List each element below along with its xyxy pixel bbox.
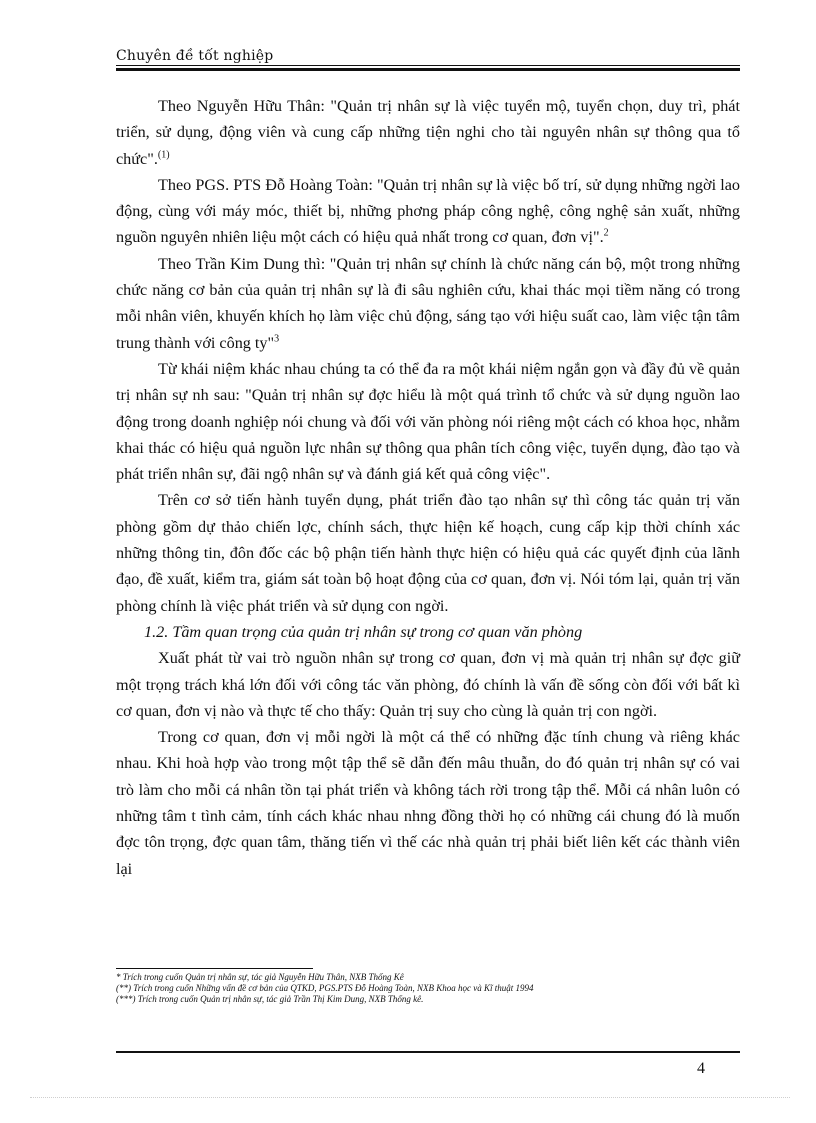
header-title: Chuyên đề tốt nghiệp: [116, 48, 274, 64]
footnote-ref-1: (1): [157, 149, 170, 161]
paragraph-4: Từ khái niệm khác nhau chúng ta có thể đa ra một khái niệm ngắn gọn và đầy đủ về quản trị nhân sự nh sau: "Quản trị nhân sự đợc hiểu là một quá trình tổ chức và sử dụng nguồn lao động trong doanh nghiệp nói chung và đối với văn phòng nói riêng một cách có khoa học, nhằm khai thác có hiệu quả nguồn lực nhân sự thông qua phân tích công việc, tuyển dụng, đào tạo và phát triển nhân sự, đãi ngộ nhân sự và đánh giá kết quả công việc".: [116, 359, 740, 484]
page-number: 4: [697, 1060, 705, 1077]
footer-rule: [116, 1051, 740, 1053]
body-content: [116, 93, 740, 882]
footnote-ref-3: 3: [274, 333, 280, 345]
header-rule-thin: [116, 65, 740, 66]
footnote-ref-2: 2: [603, 228, 609, 240]
page-bottom-dots: [30, 1097, 790, 1098]
footnote-3: (***) Trích trong cuốn Quản trị nhân sự, tác giả Trần Thị Kim Dung, NXB Thống kê.: [116, 994, 424, 1004]
paragraph-7: Trong cơ quan, đơn vị mỗi ngời là một cá thể có những đặc tính chung và riêng khác nhau. Khi hoà hợp vào trong một tập thể sẽ dẫn đến mâu thuẫn, do đó quản trị nhân sự có vai trò làm cho mỗi cá nhân tồn tại phát triển và không tách rời trong tập thể. Mỗi cá nhân luôn có những tâm t tình cảm, tính cách khác nhau nhng đồng thời họ có những cái chung đó là muốn đợc tôn trọng, đợc quan tâm, thăng tiến vì thế các nhà quản trị phải biết liên kết các thành viên lại: [116, 728, 740, 878]
paragraph-2: Theo PGS. PTS Đỗ Hoàng Toàn: "Quản trị nhân sự là việc bố trí, sử dụng những ngời lao động, cùng với máy móc, thiết bị, những phơng pháp công nghệ, công nghệ sản xuất, những nguồn nguyên nhiên liệu một cách có hiệu quả nhất trong cơ quan, đơn vị".$^2$: [116, 175, 740, 247]
footnote-2: (**) Trích trong cuốn Những vấn đề cơ bản của QTKD, PGS.PTS Đỗ Hoàng Toàn, NXB Khoa học và Kĩ thuật 1994: [116, 983, 534, 993]
paragraph-6: Xuất phát từ vai trò nguồn nhân sự trong cơ quan, đơn vị mà quản trị nhân sự đợc giữ một trọng trách khá lớn đối với công tác văn phòng, đó chính là vấn đề sống còn đối với bất kì cơ quan, đơn vị nào và thực tế cho thấy: Quản trị suy cho cùng là quản trị con ngời.: [116, 649, 740, 720]
section-heading: 1.2. Tầm quan trọng của quản trị nhân sự trong cơ quan văn phòng: [144, 622, 583, 641]
footnotes: [116, 972, 736, 1005]
paragraph-5: Trên cơ sở tiến hành tuyển dụng, phát triển đào tạo nhân sự thì công tác quản trị văn phòng gồm dự thảo chiến lợc, chính sách, thực hiện kế hoạch, cung cấp kịp thời chính xác những thông tin, đôn đốc các bộ phận tiến hành thực hiện có hiệu quả các quyết định của lãnh đạo, đề xuất, kiểm tra, giám sát toàn bộ hoạt động của cơ quan, đơn vị. Nói tóm lại, quản trị văn phòng chính là việc phát triển và sử dụng con ngời.: [116, 491, 740, 615]
page-header: [116, 48, 740, 70]
footnote-rule: [116, 968, 313, 969]
paragraph-1: Theo Nguyễn Hữu Thân: "Quản trị nhân sự là việc tuyển mộ, tuyển chọn, duy trì, phát triển, sử dụng, động viên và cung cấp những tiện nghi cho tài nguyên nhân sự thông qua tổ chức".$^{(1)}$: [116, 97, 740, 168]
header-rule-thick: [116, 68, 740, 71]
paragraph-3: Theo Trần Kim Dung thì: "Quản trị nhân sự chính là chức năng cán bộ, một trong những chức năng cơ bản của quản trị nhân sự là đi sâu nghiên cứu, khai thác mọi tiềm năng có trong mỗi nhân viên, khuyến khích họ làm việc chủ động, sáng tạo với hiệu suất cao, làm việc tận tâm trung thành với công ty"$^3$: [116, 254, 740, 352]
footnote-1: * Trích trong cuốn Quản trị nhân sự, tác giả Nguyễn Hữu Thân, NXB Thống Kê: [116, 972, 404, 982]
